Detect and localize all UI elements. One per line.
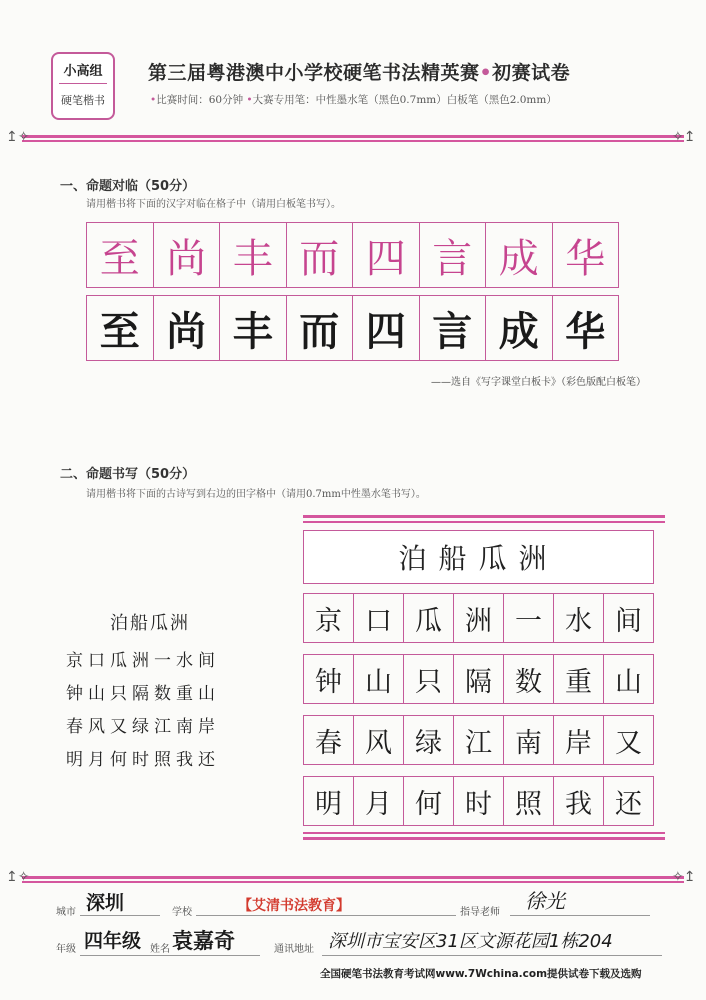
section1-title: 一、命题对临（50分） <box>60 179 196 194</box>
panel-top-bar-thin <box>303 521 665 523</box>
model-char: 丰 <box>220 223 287 287</box>
written-char: 成 <box>486 296 553 360</box>
written-char: 华 <box>565 308 606 355</box>
model-char: 尚 <box>154 223 221 287</box>
address-value: 深圳市宝安区31区文源花园1栋204 <box>328 931 613 952</box>
name-label: 姓名 <box>150 944 170 955</box>
city-underline <box>80 915 160 916</box>
scroll-ornament-icon: ✧↥ <box>672 129 696 145</box>
group-badge <box>51 52 115 120</box>
group-category: 硬笔楷书 <box>61 94 105 107</box>
school-value: 【艾清书法教育】 <box>238 898 350 914</box>
grade-name-underline <box>80 955 260 956</box>
written-char: 绿 <box>404 716 454 764</box>
source-note: ——选自《写字课堂白板卡》（彩色版配白板笔） <box>431 377 646 388</box>
written-char: 而 <box>287 296 354 360</box>
written-char: 一 <box>504 594 554 642</box>
address-label: 通讯地址 <box>274 944 314 955</box>
copy-char-grid <box>86 295 619 361</box>
poem-line: 春风又绿江南岸 <box>66 717 220 737</box>
header-rule <box>22 135 684 138</box>
model-char: 而 <box>287 223 354 287</box>
group-level: 小高组 <box>63 64 103 79</box>
written-char: 月 <box>354 777 404 825</box>
website-note: 全国硬笔书法教育考试网www.7Wchina.com提供试卷下载及选购 <box>320 968 642 980</box>
scroll-ornament-icon: ↥✧ <box>6 869 30 885</box>
written-poem-title: 泊船瓜洲 <box>398 542 559 575</box>
city-value: 深圳 <box>86 892 125 914</box>
exam-title <box>148 58 570 85</box>
written-char: 尚 <box>154 296 221 360</box>
school-underline <box>196 915 456 916</box>
teacher-underline <box>510 915 650 916</box>
header-rule-thin <box>22 140 684 142</box>
written-char: 南 <box>504 716 554 764</box>
written-char: 又 <box>615 727 642 759</box>
written-char: 春 <box>304 716 354 764</box>
written-char: 至 <box>87 296 154 360</box>
teacher-signature: 徐光 <box>525 889 565 913</box>
written-char: 水 <box>554 594 604 642</box>
exam-title-tail: 初赛试卷 <box>492 62 571 84</box>
footer-rule-thin <box>22 881 684 883</box>
written-char: 岸 <box>554 716 604 764</box>
written-char: 洲 <box>454 594 504 642</box>
written-char: 隔 <box>454 655 504 703</box>
written-char: 四 <box>353 296 420 360</box>
written-char: 时 <box>454 777 504 825</box>
written-char: 风 <box>354 716 404 764</box>
section1-instruction: 请用楷书将下面的汉字对临在格子中（请用白板笔书写）。 <box>86 199 341 210</box>
student-name: 袁嘉奇 <box>172 929 235 953</box>
panel-bottom-bar-thin <box>303 832 665 834</box>
written-char: 重 <box>554 655 604 703</box>
info-bullet: • <box>246 94 253 106</box>
written-char: 山 <box>354 655 404 703</box>
section2-title: 二、命题书写（50分） <box>60 467 196 482</box>
written-char: 我 <box>554 777 604 825</box>
model-char: 至 <box>87 223 154 287</box>
footer-rule <box>22 876 684 879</box>
model-char-grid <box>86 222 619 288</box>
scroll-ornament-icon: ✧↥ <box>672 869 696 885</box>
written-char: 京 <box>304 594 354 642</box>
poem-line: 京口瓜洲一水间 <box>66 651 220 671</box>
group-divider <box>59 83 107 84</box>
section2-instruction: 请用楷书将下面的古诗写到右边的田字格中（请用0.7mm中性墨水笔书写）。 <box>86 489 426 500</box>
model-char: 成 <box>486 223 553 287</box>
panel-top-bar <box>303 515 665 518</box>
title-bullet: • <box>479 62 493 84</box>
address-underline <box>322 955 662 956</box>
written-char: 江 <box>454 716 504 764</box>
model-char: 华 <box>565 235 606 282</box>
model-char: 四 <box>353 223 420 287</box>
panel-bottom-bar <box>303 837 665 840</box>
scroll-ornament-icon: ↥✧ <box>6 129 30 145</box>
poem-line: 明月何时照我还 <box>66 750 220 770</box>
written-char: 钟 <box>304 655 354 703</box>
written-char: 口 <box>354 594 404 642</box>
writing-row <box>303 715 654 765</box>
written-char: 明 <box>304 777 354 825</box>
writing-row <box>303 593 654 643</box>
school-label: 学校 <box>172 907 192 918</box>
written-char: 山 <box>615 666 642 698</box>
written-char: 言 <box>420 296 487 360</box>
written-char: 瓜 <box>404 594 454 642</box>
exam-pens: 大赛专用笔：中性墨水笔（黑色0.7mm）白板笔（黑色2.0mm） <box>252 94 557 106</box>
teacher-label: 指导老师 <box>460 907 500 918</box>
written-char: 还 <box>615 788 642 820</box>
grade-label: 年级 <box>56 944 76 955</box>
writing-row <box>303 776 654 826</box>
city-label: 城市 <box>56 907 76 918</box>
written-char: 数 <box>504 655 554 703</box>
written-char: 间 <box>615 605 642 637</box>
written-char: 丰 <box>220 296 287 360</box>
exam-title-main: 第三届粤港澳中小学校硬笔书法精英赛 <box>148 62 480 84</box>
poem-title: 泊船瓜洲 <box>110 613 190 634</box>
exam-info <box>150 92 557 107</box>
grade-value: 四年级 <box>84 930 142 952</box>
written-char: 何 <box>404 777 454 825</box>
poem-line: 钟山只隔数重山 <box>66 684 220 704</box>
written-char: 只 <box>404 655 454 703</box>
written-char: 照 <box>504 777 554 825</box>
model-char: 言 <box>420 223 487 287</box>
writing-row <box>303 654 654 704</box>
info-bullet: • <box>150 94 157 106</box>
written-title-box <box>303 530 654 584</box>
exam-duration: 比赛时间：60分钟 <box>156 94 244 106</box>
